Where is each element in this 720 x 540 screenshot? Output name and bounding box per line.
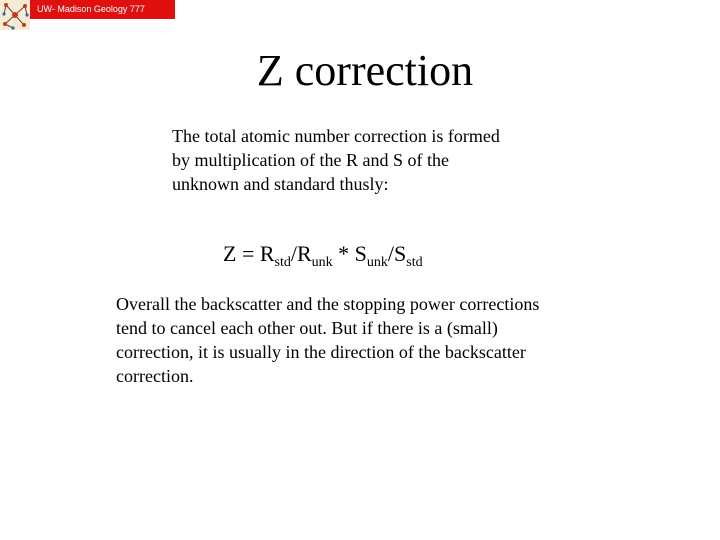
- formula-lhs: Z = R: [223, 241, 275, 266]
- formula-divide: /R: [290, 241, 312, 266]
- formula-subscript: std: [274, 255, 291, 270]
- summary-line: correction.: [116, 366, 194, 386]
- slide-title: Z correction: [256, 46, 474, 95]
- summary-line: correction, it is usually in the direction of the backscatter: [116, 342, 526, 362]
- z-correction-formula: [223, 239, 423, 269]
- course-banner: UW- Madison Geology 777: [30, 0, 175, 19]
- intro-line: unknown and standard thusly:: [172, 174, 389, 194]
- summary-line: tend to cancel each other out. But if there is a (small): [116, 318, 498, 338]
- intro-line: by multiplication of the R and S of the: [172, 150, 449, 170]
- summary-line: Overall the backscatter and the stopping power corrections: [116, 294, 540, 314]
- summary-paragraph: [116, 292, 616, 388]
- molecule-logo-icon: [0, 0, 30, 30]
- formula-multiply: * S: [332, 241, 367, 266]
- formula-divide: /S: [387, 241, 407, 266]
- formula-subscript: unk: [311, 255, 333, 270]
- intro-line: The total atomic number correction is formed: [172, 126, 500, 146]
- formula-subscript: std: [406, 255, 423, 270]
- formula-subscript: unk: [366, 255, 388, 270]
- intro-paragraph: [172, 124, 572, 196]
